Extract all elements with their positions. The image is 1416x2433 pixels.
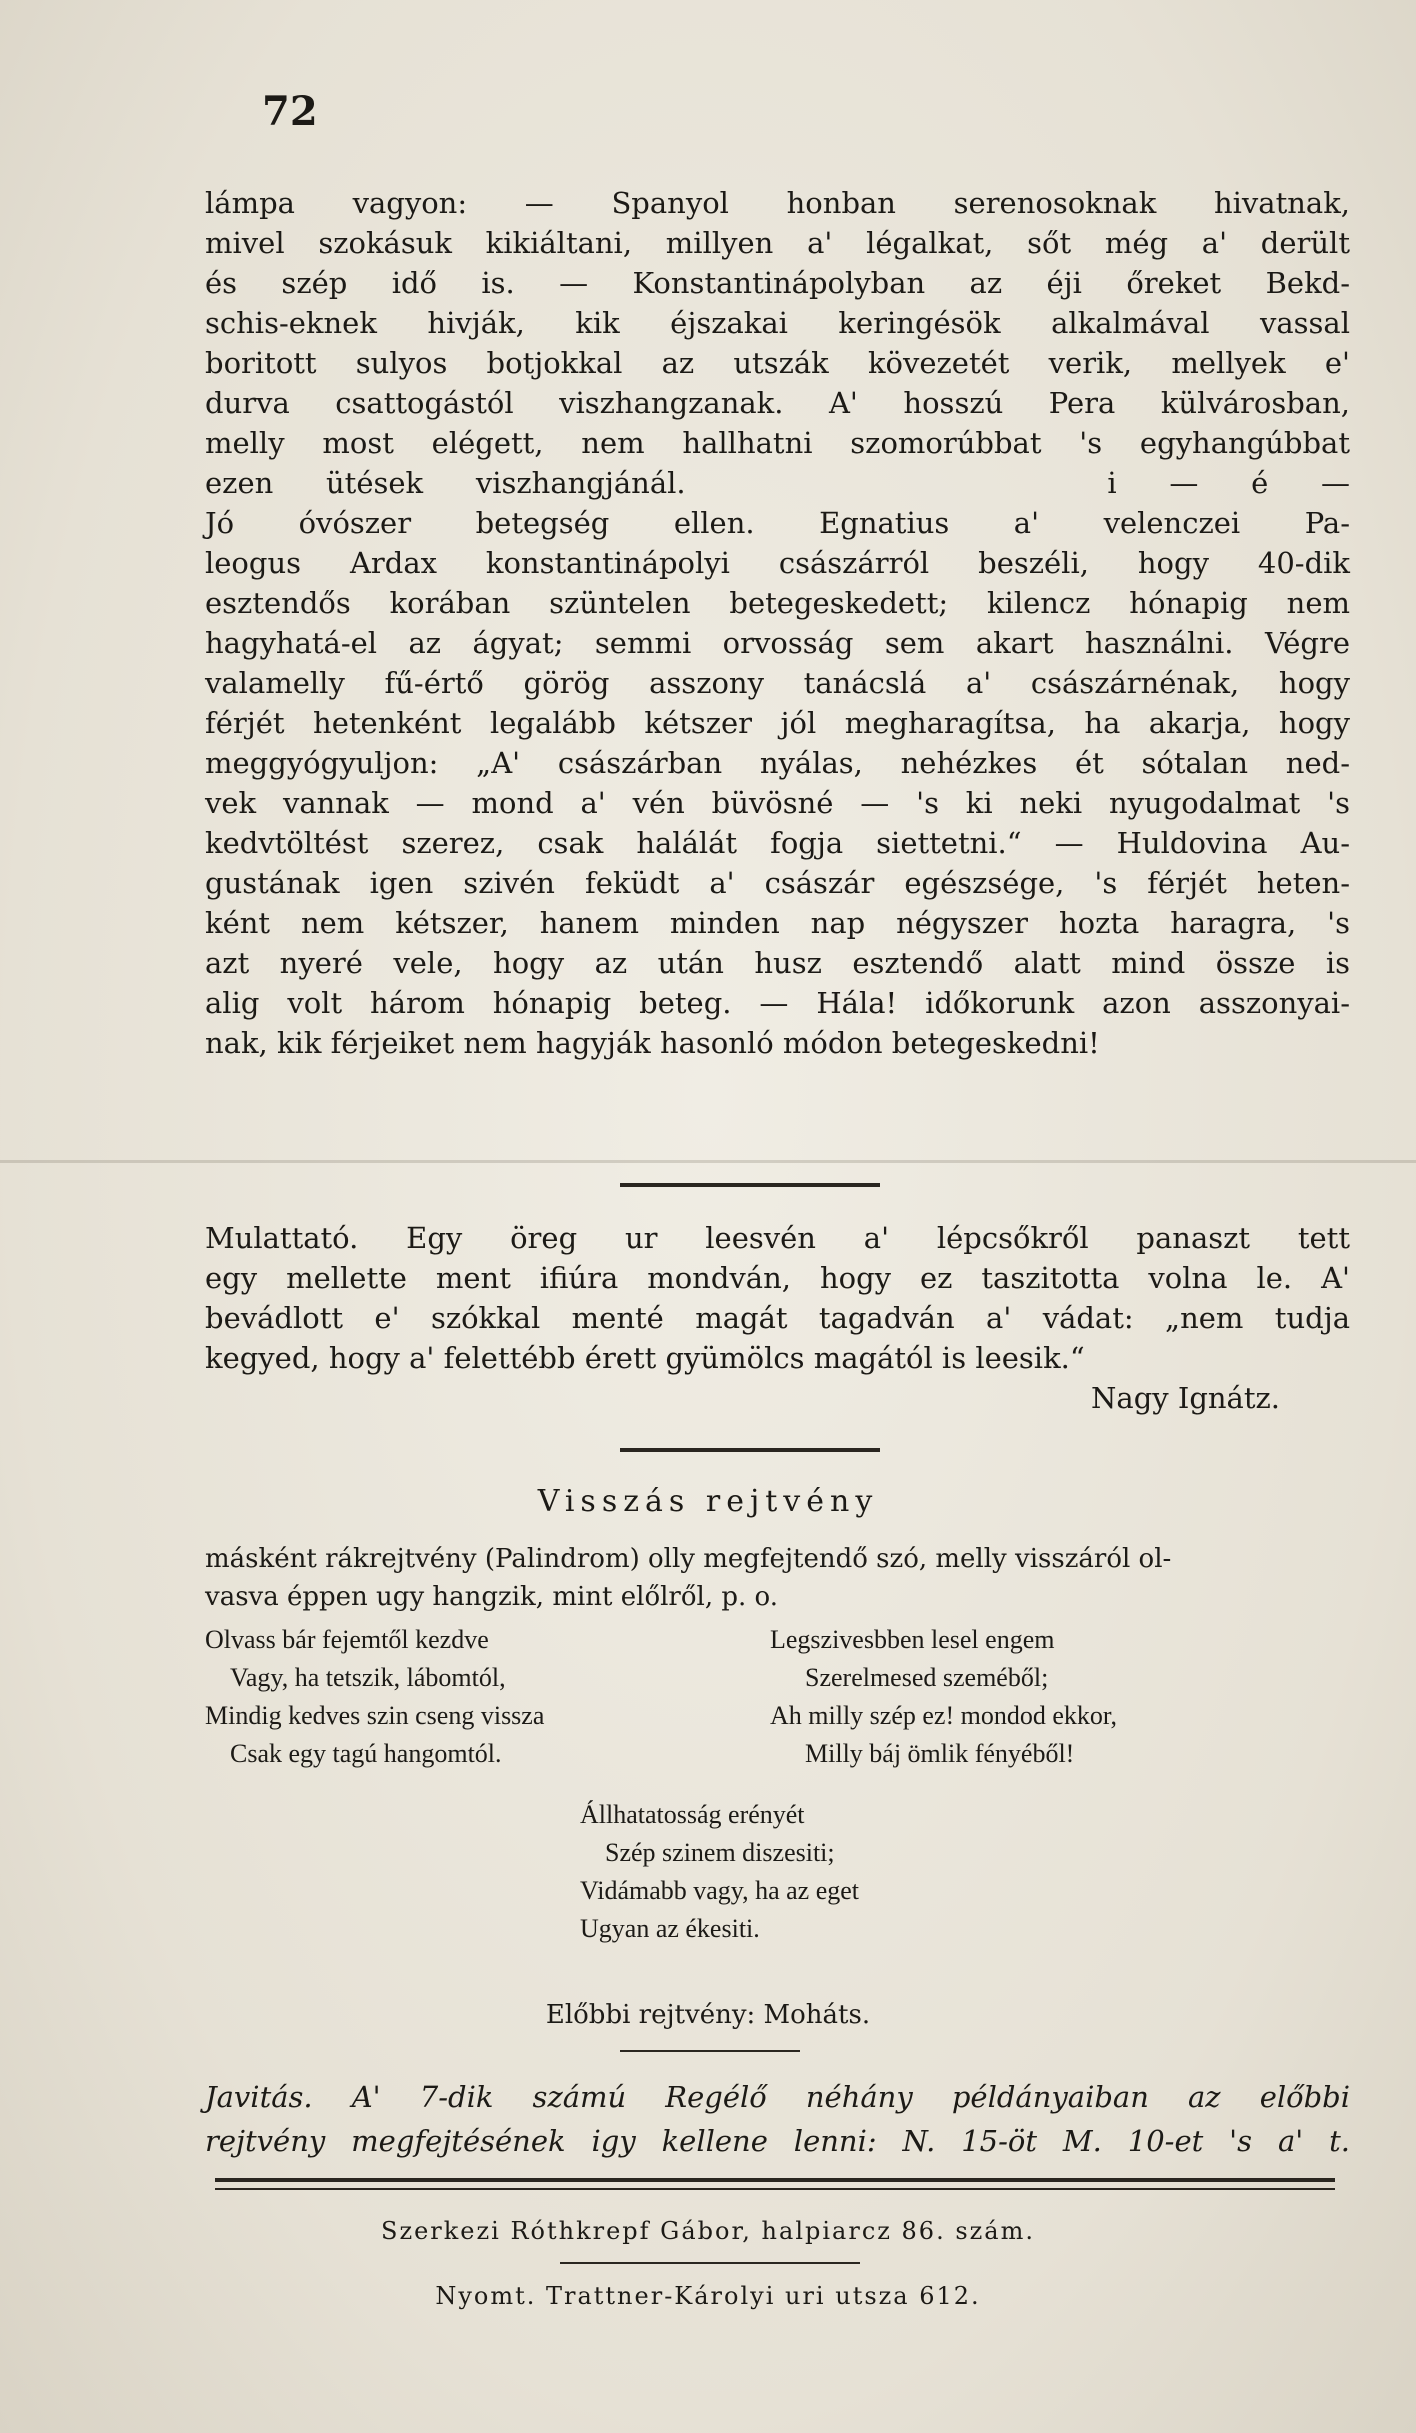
text-line: ként nem kétszer, hanem minden nap négyszer hozta haragra, 's [205, 906, 1350, 940]
text-line: bevádlott e' szókkal menté magát tagadván a' vádat: „nem tudja [205, 1301, 1350, 1335]
text-line: hagyhatá-el az ágyat; semmi orvosság sem akart használni. Végre [205, 626, 1350, 660]
riddle-poem-stanza-3 [580, 1796, 859, 1948]
poem-line: Vidámabb vagy, ha az eget [580, 1876, 860, 1905]
page-fold-crease [0, 1160, 1416, 1163]
text-line: és szép idő is. — Konstantinápolyban az éji őreket Bekd- [205, 266, 1350, 300]
text-line: lámpa vagyon: — Spanyol honban serenosoknak hivatnak, [205, 186, 1350, 220]
poem-line: Olvass bár fejemtől kezdve [205, 1625, 489, 1654]
previous-riddle-answer: Előbbi rejtvény: Moháts. [545, 2000, 871, 2030]
riddle-heading: Visszás rejtvény [537, 1484, 879, 1519]
poem-line: Vagy, ha tetszik, lábomtól, [230, 1663, 506, 1692]
footer-rule-thin [215, 2188, 1335, 2190]
poem-line: Szép szinem diszesiti; [605, 1838, 835, 1867]
text-line: mivel szokásuk kikiáltani, millyen a' légalkat, sőt még a' derült [205, 226, 1350, 260]
poem-line: Ugyan az ékesiti. [580, 1914, 760, 1943]
text-line: vek vannak — mond a' vén büvösné — 's ki neki nyugodalmat 's [205, 786, 1350, 820]
text-line: kedvtöltést szerez, csak halálát fogja siettetni.“ — Huldovina Au- [205, 826, 1350, 860]
imprint-divider [560, 2262, 860, 2264]
text-line: Mulattató. Egy öreg ur leesvén a' lépcsőkről panaszt tett [205, 1221, 1350, 1255]
text-line: másként rákrejtvény (Palindrom) olly megfejtendő szó, melly visszáról ol- [205, 1544, 1172, 1574]
text-line: rejtvény megfejtésének igy kellene lenni: N. 15-öt M. 10-et 's a' t. [205, 2124, 1350, 2158]
article-anecdote [205, 1218, 1350, 1418]
text-line: Javitás. A' 7-dik számú Regélő néhány példányaiban az előbbi [205, 2080, 1350, 2114]
footer-rule-thick [215, 2178, 1335, 2182]
poem-line: Legszivesbben lesel engem [770, 1625, 1055, 1654]
errata-note [205, 2075, 1350, 2163]
riddle-poem-stanza-1 [205, 1621, 544, 1773]
riddle-intro [205, 1540, 1350, 1616]
text-line: kegyed, hogy a' felettébb érett gyümölcs magától is leesik.“ [205, 1341, 1085, 1375]
section-divider [620, 2050, 800, 2052]
section-divider [620, 1448, 880, 1452]
page-number: 72 [262, 88, 318, 135]
poem-line: Milly báj ömlik fényéből! [805, 1739, 1075, 1768]
poem-line: Mindig kedves szin cseng vissza [205, 1701, 545, 1730]
text-line: schis-eknek hivják, kik éjszakai keringésök alkalmával vassal [205, 306, 1350, 340]
text-line: boritott sulyos botjokkal az utszák kövezetét verik, mellyek e' [205, 346, 1350, 380]
text-line: ezen ütések viszhangjánál. i — é — [205, 466, 1350, 500]
article-night-watch [205, 183, 1350, 1063]
text-line: Jó óvószer betegség ellen. Egnatius a' velenczei Pa- [205, 506, 1350, 540]
text-line: gustának igen szivén feküdt a' császár egészsége, 's férjét heten- [205, 866, 1350, 900]
text-line: leogus Ardax konstantinápolyi császárról beszéli, hogy 40-dik [205, 546, 1350, 580]
text-line: alig volt három hónapig beteg. — Hála! időkorunk azon asszonyai- [205, 986, 1350, 1020]
text-line: férjét hetenként legalább kétszer jól megharagítsa, ha akarja, hogy [205, 706, 1350, 740]
riddle-poem-stanza-2 [770, 1621, 1117, 1773]
text-line: esztendős korában szüntelen betegeskedett; kilencz hónapig nem [205, 586, 1350, 620]
poem-line: Csak egy tagú hangomtól. [230, 1739, 502, 1768]
text-line: azt nyeré vele, hogy az után husz esztendő alatt mind össze is [205, 946, 1350, 980]
author-signature: Nagy Ignátz. [1091, 1381, 1280, 1415]
text-line: meggyógyuljon: „A' császárban nyálas, nehézkes ét sótalan ned- [205, 746, 1350, 780]
printer-imprint: Nyomt. Trattner-Károlyi uri utsza 612. [435, 2282, 981, 2310]
section-divider [620, 1183, 880, 1187]
poem-line: Szerelmesed szeméből; [805, 1663, 1049, 1692]
text-line: durva csattogástól viszhangzanak. A' hosszú Pera külvárosban, [205, 386, 1350, 420]
text-line: nak, kik férjeiket nem hagyják hasonló módon betegeskedni! [205, 1026, 1100, 1060]
editor-imprint: Szerkezi Róthkrepf Gábor, halpiarcz 86. szám. [381, 2217, 1035, 2245]
text-line: vasva éppen ugy hangzik, mint előlről, p. o. [205, 1582, 778, 1612]
poem-line: Állhatatosság erényét [580, 1800, 805, 1829]
poem-line: Ah milly szép ez! mondod ekkor, [770, 1701, 1117, 1730]
text-line: valamelly fű-értő görög asszony tanácslá a' császárnénak, hogy [205, 666, 1350, 700]
text-line: melly most elégett, nem hallhatni szomorúbbat 's egyhangúbbat [205, 426, 1350, 460]
text-line: egy mellette ment ifiúra mondván, hogy ez taszitotta volna le. A' [205, 1261, 1350, 1295]
